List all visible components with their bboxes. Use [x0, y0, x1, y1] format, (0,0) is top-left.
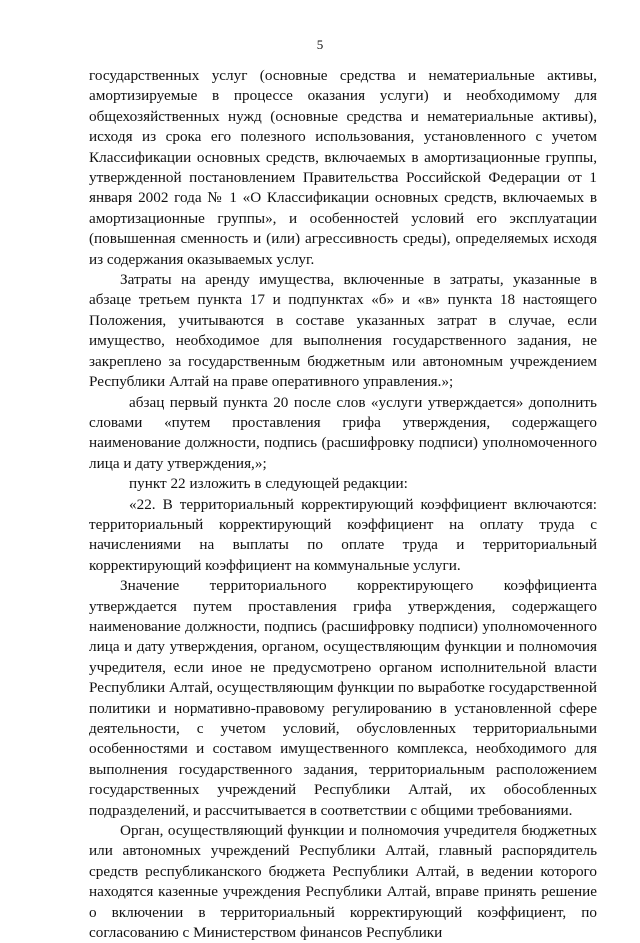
document-body [89, 66, 597, 943]
paragraph-coefficient-value: Значение территориального корректирующего коэффициента утверждается путем проставления грифа утверждения, содержащего наименование должности, подпись (расшифровку подписи) уполномоченного лица и дату утверждения, органом, осуществляющим функции и полномочия учредителя, если иное не предусмотрено органом исполнительной власти Республики Алтай, осуществляющим функции по выработке государственной политики и нормативно-правовому регулированию в установленной сфере деятельности, с учетом условий, обусловленных территориальными особенностями и составом имущественного комплекса, необходимого для выполнения государственного задания, территориальным расположением государственных учреждений Республики Алтай, их обособленных подразделений, и рассчитывается в соответствии с общими требованиями. [89, 577, 597, 819]
paragraph-amendment-point-22-intro: пункт 22 изложить в следующей редакции: [129, 475, 408, 493]
paragraph-point-22: «22. В территориальный корректирующий коэффициент включаются: территориальный корректирующий коэффициент на оплату труда с начислениями на выплаты по оплате труда и территориальный корректирующий коэффициент на коммунальные услуги. [89, 495, 597, 574]
paragraph-founder-body: Орган, осуществляющий функции и полномочия учредителя бюджетных или автономных учреждений Республики Алтай, главный распорядитель средств республиканского бюджета Республики Алтай, в ведении которого находятся казенные учреждения Республики Алтай, вправе принять решение о включении в территориальный корректирующий коэффициент, по согласованию с Министерством финансов Республики [89, 822, 597, 942]
paragraph-depreciation-continued: государственных услуг (основные средства и нематериальные активы, амортизируемые в процессе оказания услуги) и необходимому для общехозяйственных нужд (основные средства и нематериальные активы), исходя из срока его полезного использования, установленного с учетом Классификации основных средств, включаемых в амортизационные группы, утвержденной постановлением Правительства Российской Федерации от 1 января 2002 года № 1 «О Классификации основных средств, включаемых в амортизационные группы», и особенностей условий его эксплуатации (повышенная сменность и (или) агрессивность среды), определяемых исходя из содержания оказываемых услуг. [89, 67, 597, 268]
paragraph-property-rent: Затраты на аренду имущества, включенные в затраты, указанные в абзаце третьем пункта 17 и подпунктах «б» и «в» пункта 18 настоящего Положения, учитываются в составе указанных затрат в случае, если имущество, необходимое для выполнения государственного задания, не закреплено за государственным бюджетным или автономным учреждением Республики Алтай на праве оперативного управления.»; [89, 271, 597, 391]
page-number: 5 [316, 37, 324, 52]
paragraph-amendment-point-20: абзац первый пункта 20 после слов «услуги утверждается» дополнить словами «путем проставления грифа утверждения, содержащего наименование должности, подпись (расшифровку подписи) уполномоченного лица и дату утверждения,»; [89, 393, 597, 472]
